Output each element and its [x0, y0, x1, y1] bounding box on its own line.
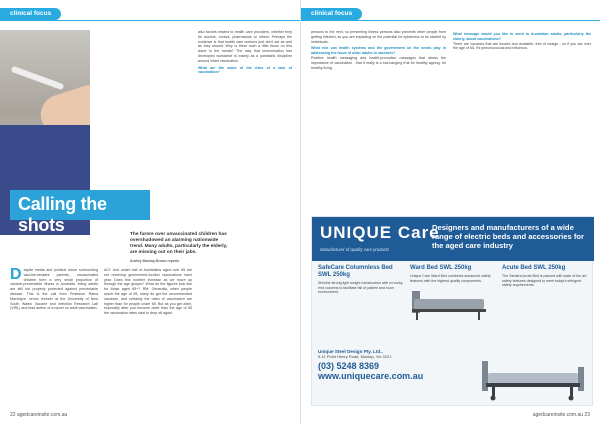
bed-icon	[410, 287, 498, 321]
page-footer: 22 agedcareinsite.com.au	[10, 412, 68, 418]
ad-headline: Designers and manufacturers of a wide range of electric beds and accessories for the aged care industry	[432, 223, 584, 250]
article-column-1	[10, 268, 98, 311]
article-column-1	[311, 30, 446, 70]
answer-text: There are vaccines that are funded and available, free of charge - so if you are over the age of 65, it's pneumococcal and influenza.	[453, 41, 591, 51]
product-desc: The Simatra Acute Bed is packed with state of the art safety features designed to meet today's stringent safety requirements.	[502, 274, 587, 288]
product-acute-bed	[502, 265, 590, 288]
article-intro	[130, 232, 230, 264]
byline: Audrey Mackay-Brown reports	[130, 259, 180, 263]
article-column-3	[198, 30, 292, 75]
right-page	[300, 0, 600, 424]
advertisement[interactable]	[311, 216, 593, 406]
article-column-2	[453, 30, 591, 51]
column-text: also factors related to health care providers, whether they be doctors, nurses, pharmacists or others. Perhaps the evidence is that health care workers just don't act as well as they should. Why is there such a little focus on this issue in the media? The way that immunisation has developed worldwide is mainly as a paediatric discipline around infant vaccination.	[198, 30, 292, 63]
company-name: Unique Steel Design Pty. Ltd.,	[318, 349, 383, 354]
column-text: espite media and political furore surrounding vaccine-hesitant parents, unvaccinated children form a very small proportion of vaccine-preventable illness in Australia. Many adults are still not properly protected against preventable disease. This is the call from Professor Raina MacIntyre, senior lecturer at the University of New South Wales' Vaccine and Infection Research Lab (VIRL) and lead author of a report on adult vaccination.	[10, 268, 98, 311]
bed-icon	[478, 357, 588, 401]
question-heading: What are the some of the risks of a lack of vaccination?	[198, 65, 292, 75]
divider	[0, 20, 300, 21]
answer-text: Positive health messaging and health-promotion messages that stress the importance of vaccination - that it really is a low-hanging fruit for healthy ageing, for healthy living.	[311, 55, 446, 70]
website-link[interactable]: www.uniquecare.com.au	[318, 371, 424, 381]
product-safecare	[318, 265, 406, 295]
ad-header	[312, 217, 594, 261]
dropcap: D	[10, 266, 22, 283]
product-name: SafeCare Columnless Bed SWL 250kg	[318, 265, 393, 278]
product-desc: Slimline strong light weight construction with no bulky end columns to facilitate fall of patient and room environment.	[318, 281, 403, 295]
syringe-icon	[11, 66, 65, 90]
page-footer: agedcareinsite.com.au 23	[532, 412, 590, 418]
section-tab: clinical focus	[301, 8, 362, 20]
question-heading: What role can health systems and the government on the needs play in addressing the issue of older adults to vaccines?	[311, 46, 446, 56]
article-title: Calling the shots	[10, 190, 150, 220]
product-desc: Unique Care Ward Bed combines advanced safety features with the highest quality components.	[410, 274, 491, 283]
article-column-2	[104, 268, 192, 316]
section-tab: clinical focus	[0, 8, 61, 20]
brand-tagline: Manufacturer of quality care products	[320, 247, 390, 252]
column-text: ACI: Just under half of Australians aged over 65 are not receiving government-funded vaccinations each year. Does this number increase as we move up through the age groups? What do the figures look like for those aged 65+? RM: Generally, when people reach the age of 65, many do get the recommended vaccines, and certainly the rates of vaccination are higher than for people under 65. But as you get older, especially after you become older than the age of 65 the vaccination rates start to drop off again.	[104, 268, 192, 316]
contact-block	[318, 349, 468, 381]
question-heading: What message would you like to send to Australian adults, particularly the elderly, about vaccinations?	[453, 32, 591, 41]
phone-number[interactable]: (03) 5248 8369	[318, 361, 380, 371]
product-ward-bed	[410, 265, 498, 321]
product-name: Ward Bed SWL 250kg	[410, 265, 472, 271]
divider	[301, 20, 600, 21]
intro-text: The furore over unvaccinated children has overshadowed an alarming nationwide trend. Many adults, particularly the elderly, are missing out on their jabs.	[130, 232, 228, 255]
company-address: 9-11 Point Henry Road, Moolap, Vic 3221.	[318, 354, 393, 359]
product-name: Acute Bed SWL 250kg	[502, 265, 566, 271]
column-text: persons to the next, so preventing illness persons also prevents other people from getting infected, so you are impacting on the potential for epidemics to be started by individuals.	[311, 30, 446, 44]
brand-logo: UNIQUE Care	[320, 223, 440, 242]
